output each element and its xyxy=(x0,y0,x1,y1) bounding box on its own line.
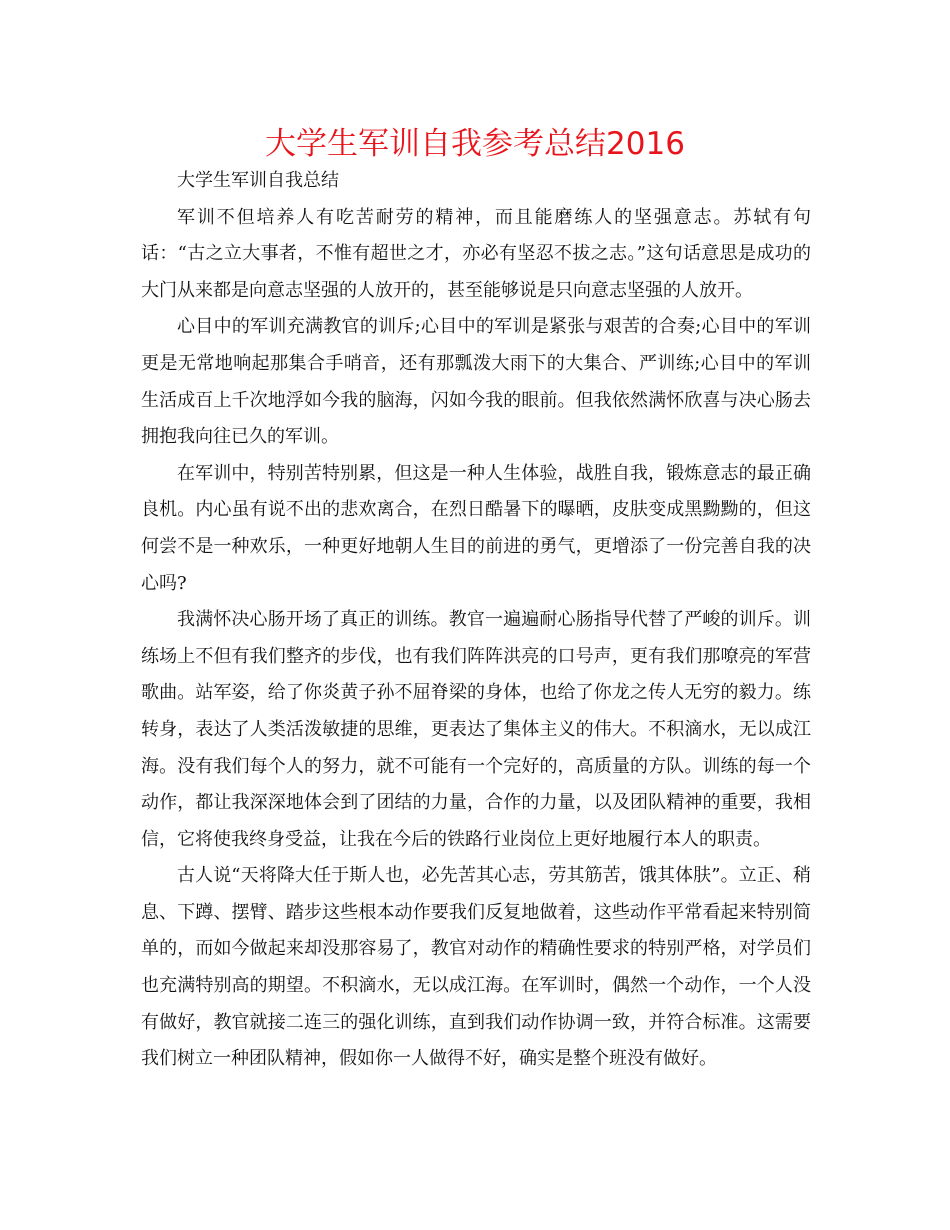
body-paragraph: 心目中的军训充满教官的训斥;心目中的军训是紧张与艰苦的合奏;心目中的军训更是无常地响起那集合手哨音，还有那瓢泼大雨下的大集合、严训练;心目中的军训生活成百上千次地浮如今我的脑海，闪如今我的眼前。但我依然满怀欣喜与决心肠去拥抱我向往已久的军训。 xyxy=(141,316,811,448)
body-paragraph: 在军训中，特别苦特别累，但这是一种人生体验，战胜自我，锻炼意志的最正确良机。内心虽有说不出的悲欢离合，在烈日酷暑下的曝晒，皮肤变成黑黝黝的，但这何尝不是一种欢乐，一种更好地朝人生目的前进的勇气，更增添了一份完善自我的决心吗? xyxy=(141,462,811,594)
body-paragraph: 我满怀决心肠开场了真正的训练。教官一遍遍耐心肠指导代替了严峻的训斥。训练场上不但有我们整齐的步伐，也有我们阵阵洪亮的口号声，更有我们那嘹亮的军营歌曲。站军姿，给了你炎黄子孙不屈脊梁的身体，也给了你龙之传人无穷的毅力。练转身，表达了人类活泼敏捷的思维，更表达了集体主义的伟大。不积滴水，无以成江海。没有我们每个人的努力，就不可能有一个完好的，高质量的方队。训练的每一个动作，都让我深深地体会到了团结的力量，合作的力量，以及团队精神的重要，我相信，它将使我终身受益，让我在今后的铁路行业岗位上更好地履行本人的职责。 xyxy=(141,609,811,850)
subtitle-paragraph: 大学生军训自我总结 xyxy=(177,170,339,191)
document-title: 大学生军训自我参考总结2016 xyxy=(265,126,685,162)
document-body xyxy=(141,163,811,1078)
body-paragraph: 古人说“天将降大任于斯人也，必先苦其心志，劳其筋苦，饿其体肤”。立正、稍息、下蹲、摆臂、踏步这些根本动作要我们反复地做着，这些动作平常看起来特别简单的，而如今做起来却没那容易了，教官对动作的精确性要求的特别严格，对学员们也充满特别高的期望。不积滴水，无以成江海。在军训时，偶然一个动作，一个人没有做好，教官就接二连三的强化训练，直到我们动作协调一致，并符合标准。这需要我们树立一种团队精神，假如你一人做得不好，确实是整个班没有做好。 xyxy=(141,865,811,1070)
body-paragraph: 军训不但培养人有吃苦耐劳的精神，而且能磨练人的坚强意志。苏轼有句话：“古之立大事者，不惟有超世之才，亦必有坚忍不拔之志。”这句话意思是成功的大门从来都是向意志坚强的人放开的，甚至能够说是只向意志坚强的人放开。 xyxy=(141,206,811,301)
